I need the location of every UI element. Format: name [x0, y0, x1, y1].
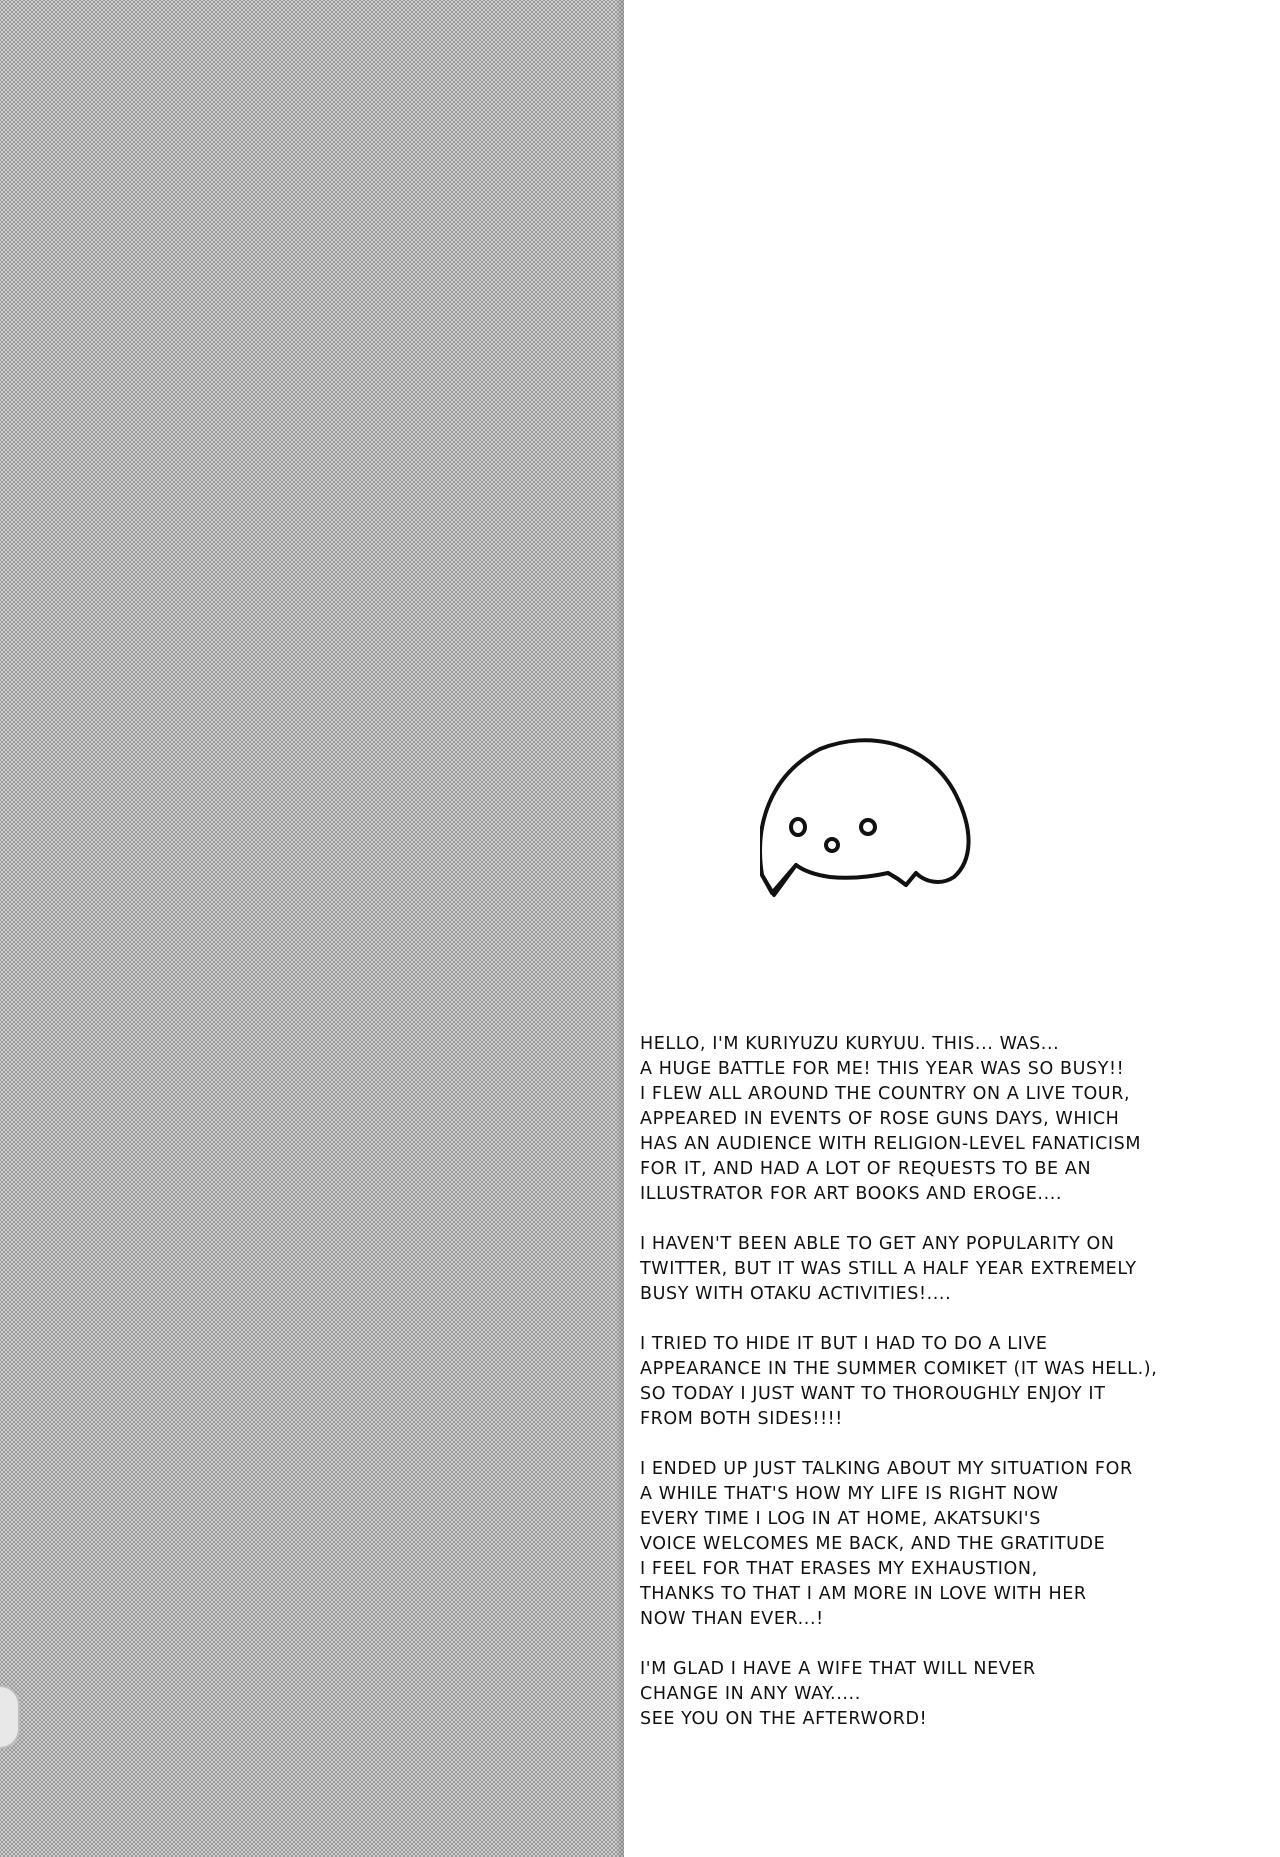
mascot-leg-right: [888, 873, 916, 885]
note-paragraph-1: [640, 1032, 1240, 1207]
mascot-leg-left: [762, 865, 796, 895]
note-line: APPEARED IN EVENTS OF ROSE GUNS DAYS, WHICH: [640, 1109, 1120, 1129]
note-line: TWITTER, BUT IT WAS STILL A HALF YEAR EXTREMELY: [640, 1259, 1137, 1279]
note-line: ILLUSTRATOR FOR ART BOOKS AND EROGE....: [640, 1184, 1063, 1204]
note-line: BUSY WITH OTAKU ACTIVITIES!....: [640, 1284, 952, 1304]
note-line: I FLEW ALL AROUND THE COUNTRY ON A LIVE TOUR,: [640, 1084, 1131, 1104]
blob-mascot-drawing: [760, 735, 980, 915]
note-line: SEE YOU ON THE AFTERWORD!: [640, 1709, 928, 1729]
note-line: CHANGE IN ANY WAY.....: [640, 1684, 861, 1704]
screentone-panel: [0, 0, 624, 1857]
note-line: I FEEL FOR THAT ERASES MY EXHAUSTION,: [640, 1559, 1038, 1579]
note-line: THANKS TO THAT I AM MORE IN LOVE WITH HER: [640, 1584, 1087, 1604]
mascot-eye-left: [791, 819, 805, 835]
note-line: A WHILE THAT'S HOW MY LIFE IS RIGHT NOW: [640, 1484, 1059, 1504]
note-paragraph-5: [640, 1657, 1240, 1732]
note-line: EVERY TIME I LOG IN AT HOME, AKATSUKI'S: [640, 1509, 1041, 1529]
note-line: FOR IT, AND HAD A LOT OF REQUESTS TO BE AN: [640, 1159, 1092, 1179]
author-note: [640, 1032, 1240, 1757]
note-line: I'M GLAD I HAVE A WIFE THAT WILL NEVER: [640, 1659, 1036, 1679]
note-line: HAS AN AUDIENCE WITH RELIGION-LEVEL FANATICISM: [640, 1134, 1142, 1154]
note-line: VOICE WELCOMES ME BACK, AND THE GRATITUDE: [640, 1534, 1106, 1554]
screentone-edge: [618, 0, 624, 1857]
note-paragraph-3: [640, 1332, 1240, 1432]
note-line: A HUGE BATTLE FOR ME! THIS YEAR WAS SO BUSY!!: [640, 1059, 1125, 1079]
note-line: HELLO, I'M KURIYUZU KURYUU. THIS... WAS...: [640, 1034, 1060, 1054]
note-paragraph-2: [640, 1232, 1240, 1307]
mascot-eye-right: [861, 820, 875, 834]
note-paragraph-4: [640, 1457, 1240, 1632]
note-line: I ENDED UP JUST TALKING ABOUT MY SITUATION FOR: [640, 1459, 1133, 1479]
note-line: SO TODAY I JUST WANT TO THOROUGHLY ENJOY IT: [640, 1384, 1106, 1404]
note-line: I TRIED TO HIDE IT BUT I HAD TO DO A LIVE: [640, 1334, 1048, 1354]
note-line: APPEARANCE IN THE SUMMER COMIKET (IT WAS HELL.),: [640, 1359, 1158, 1379]
note-line: FROM BOTH SIDES!!!!: [640, 1409, 843, 1429]
page-edge-mark: [0, 1685, 20, 1749]
note-line: NOW THAN EVER...!: [640, 1609, 824, 1629]
mascot-mouth: [826, 839, 838, 851]
note-line: I HAVEN'T BEEN ABLE TO GET ANY POPULARITY ON: [640, 1234, 1115, 1254]
